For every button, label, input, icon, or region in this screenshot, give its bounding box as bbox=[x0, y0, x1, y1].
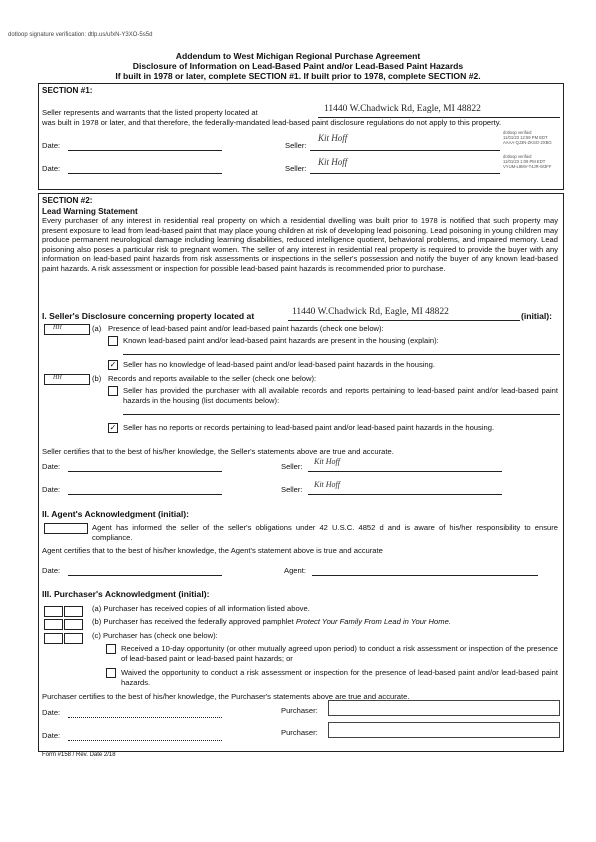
sellers-disclosure-initial-label: (initial): bbox=[521, 311, 553, 321]
sellers-a-opt2-text: Seller has no knowledge of lead-based paint and/or lead-based paint hazards in the housing. bbox=[123, 360, 435, 369]
lead-warning-statement: Every purchaser of any interest in residential real property on which a residential dwelling was built prior to 1978 is notified that such property may present exposure to lead from lead-based paint that may place young children at risk of developing lead poisoning. Lead poisoning in young children may produce permanent neurological damage including learning disabilities, reduced intelligence quotient, behavioral problems, and impaired memory. Lead poisoning also poses a particular risk to pregnant women. The seller of any interest in residential real property is required to provide the buyer with any information on lead-based paint hazards from risk assessments or inspections in the seller's possession and notify the buyer of any known lead-based paint hazards. A risk assessment or inspection for possible lead-based paint hazards is recommended prior to purchase. bbox=[42, 216, 558, 273]
section1-heading: SECTION #1: bbox=[42, 86, 93, 95]
sellers-seller-label-2: Seller: bbox=[281, 485, 303, 494]
agent-date-label: Date: bbox=[42, 566, 61, 575]
sellers-seller-signature-field-2[interactable] bbox=[308, 494, 502, 495]
purchaser-signature-input[interactable] bbox=[328, 700, 560, 716]
pamphlet-title: Protect Your Family From Lead in Your Home. bbox=[295, 617, 451, 626]
sellers-disclosure-address[interactable]: 11440 W.Chadwick Rd, Eagle, MI 48822 bbox=[292, 307, 449, 317]
form-title-line3: If built in 1978 or later, complete SECTION #1. If built prior to 1978, complete SECTION #2. bbox=[115, 71, 481, 81]
section2-heading: SECTION #2: bbox=[42, 196, 93, 205]
sellers-seller-label: Seller: bbox=[281, 462, 303, 471]
sellers-date-label: Date: bbox=[42, 462, 61, 471]
purchaser-b-text: (b) Purchaser has received the federally approved pamphlet Protect Your Family From Lead in Your Home. bbox=[92, 617, 451, 626]
form-footer: Form #158 / Rev. Date 2/18 bbox=[42, 752, 116, 758]
purchaser-label: Purchaser: bbox=[281, 706, 318, 715]
purchaser-c-initial-boxes[interactable] bbox=[44, 631, 84, 649]
sellers-disclosure-heading: I. Seller's Disclosure concerning property located at bbox=[42, 311, 255, 321]
purchaser-c-opt1-text: Received a 10-day opportunity (or other mutually agreed upon period) to conduct a risk assessment or inspection of the presence of lead-based paint or lead-based paint hazards; or bbox=[121, 644, 558, 663]
sellers-a-opt1-checkbox[interactable] bbox=[108, 336, 118, 346]
sellers-disclosure-address-line bbox=[288, 320, 520, 321]
section1-seller-label-2: Seller: bbox=[285, 164, 307, 173]
purchaser-acknowledgment-heading: III. Purchaser's Acknowledgment (initial): bbox=[42, 589, 210, 599]
section1-verification-2: dotloop verified 11/01/23 1:09 PM EDT VYUM-L8MV-T4JR-W3FF bbox=[503, 154, 552, 169]
agent-label: Agent: bbox=[284, 566, 306, 575]
section1-date-field[interactable] bbox=[68, 150, 222, 151]
agent-acknowledgment-text: Agent has informed the seller of the seller's obligations under 42 U.S.C. 4852 d and is aware of his/her responsibility to ensure compliance. bbox=[92, 523, 558, 542]
sellers-a-initial-sig: HH bbox=[53, 325, 62, 331]
section1-seller-signature: Kit Hoff bbox=[318, 133, 348, 143]
sellers-b-documents-line[interactable] bbox=[123, 414, 560, 415]
sellers-certify: Seller certifies that to the best of his/her knowledge, the Seller's statements above are true and accurate. bbox=[42, 447, 394, 456]
section1-seller-signature-field[interactable] bbox=[310, 150, 500, 151]
section1-date-label-2: Date: bbox=[42, 164, 61, 173]
sellers-b-opt2-checkbox[interactable]: ✓ bbox=[109, 423, 117, 432]
purchaser-c-text: (c) Purchaser has (check one below): bbox=[92, 631, 218, 640]
sellers-b-label: (b) bbox=[92, 374, 102, 383]
purchaser-label-2: Purchaser: bbox=[281, 728, 318, 737]
sellers-a-opt2-checkbox[interactable]: ✓ bbox=[109, 360, 117, 369]
sellers-b-opt1-text: Seller has provided the purchaser with all available records and reports pertaining to lead-based paint and/or lead-based paint hazards in the housing (list documents below): bbox=[123, 386, 558, 405]
signature-verification-note: dotloop signature verification: dtlp.us/ufxN-Y3XO-5s5d bbox=[8, 32, 153, 38]
sellers-a-opt1-text: Known lead-based paint and/or lead-based paint hazards are present in the housing (explain): bbox=[123, 336, 439, 345]
sellers-a-label: (a) bbox=[92, 324, 102, 333]
purchaser-a-text: (a) Purchaser has received copies of all information listed above. bbox=[92, 604, 310, 613]
sellers-seller-signature-2: Kit Hoff bbox=[314, 480, 341, 489]
section1-text-a: Seller represents and warrants that the listed property located at bbox=[42, 108, 258, 117]
sellers-b-initial-box[interactable] bbox=[44, 374, 90, 385]
form-title-line1: Addendum to West Michigan Regional Purchase Agreement bbox=[175, 51, 421, 61]
purchaser-c-opt2-text: Waived the opportunity to conduct a risk assessment or inspection for the presence of lead-based paint and/or lead-based paint hazards. bbox=[121, 668, 558, 687]
sellers-a-initial-box[interactable] bbox=[44, 324, 90, 335]
purchaser-c-opt2-checkbox[interactable] bbox=[106, 668, 116, 678]
sellers-a-explain-line[interactable] bbox=[123, 354, 560, 355]
section1-address[interactable]: 11440 W.Chadwick Rd, Eagle, MI 48822 bbox=[324, 104, 481, 114]
sellers-date-field[interactable] bbox=[68, 471, 222, 472]
purchaser-date-label: Date: bbox=[42, 708, 61, 717]
sellers-b-opt1-checkbox[interactable] bbox=[108, 386, 118, 396]
purchaser-date-field-2[interactable] bbox=[68, 740, 222, 741]
agent-acknowledgment-heading: II. Agent's Acknowledgment (initial): bbox=[42, 509, 190, 519]
purchaser-date-field[interactable] bbox=[68, 717, 222, 718]
section1-date-label: Date: bbox=[42, 141, 61, 150]
purchaser-date-label-2: Date: bbox=[42, 731, 61, 740]
purchaser-c-opt1-checkbox[interactable] bbox=[106, 644, 116, 654]
sellers-seller-signature: Kit Hoff bbox=[314, 457, 341, 466]
sellers-date-field-2[interactable] bbox=[68, 494, 222, 495]
section1-date-field-2[interactable] bbox=[68, 173, 222, 174]
form-title-line2: Disclosure of Information on Lead-Based Paint and/or Lead-Based Paint Hazards bbox=[132, 61, 464, 71]
sellers-seller-signature-field[interactable] bbox=[308, 471, 502, 472]
section1-seller-signature-field-2[interactable] bbox=[310, 173, 500, 174]
purchaser-certify: Purchaser certifies to the best of his/her knowledge, the Purchaser's statements above are true and accurate. bbox=[42, 692, 410, 701]
agent-certify: Agent certifies that to the best of his/her knowledge, the Agent's statement above is true and accurate bbox=[42, 546, 383, 555]
agent-date-field[interactable] bbox=[68, 575, 222, 576]
section1-verification-1: dotloop verified 11/01/23 12:59 PM EDT AAAA-QJ3N-ZKSO-2XBG bbox=[503, 130, 552, 145]
agent-initial-box[interactable] bbox=[44, 523, 88, 534]
section1-text-b: was built in 1978 or later, and that therefore, the federally-mandated lead-based paint disclosure regulations do not apply to this property. bbox=[42, 118, 502, 127]
sellers-b-initial-sig: HH bbox=[53, 375, 62, 381]
purchaser-signature-input-2[interactable] bbox=[328, 722, 560, 738]
lead-warning-heading: Lead Warning Statement bbox=[42, 207, 138, 216]
sellers-date-label-2: Date: bbox=[42, 485, 61, 494]
sellers-b-text: Records and reports available to the seller (check one below): bbox=[108, 374, 317, 383]
agent-signature-field[interactable] bbox=[312, 575, 538, 576]
sellers-a-text: Presence of lead-based paint and/or lead-based paint hazards (check one below): bbox=[108, 324, 384, 333]
sellers-b-opt2-text: Seller has no reports or records pertaining to lead-based paint and/or lead-based paint hazards in the housing. bbox=[123, 423, 495, 432]
section1-seller-label: Seller: bbox=[285, 141, 307, 150]
section1-seller-signature-2: Kit Hoff bbox=[318, 157, 348, 167]
